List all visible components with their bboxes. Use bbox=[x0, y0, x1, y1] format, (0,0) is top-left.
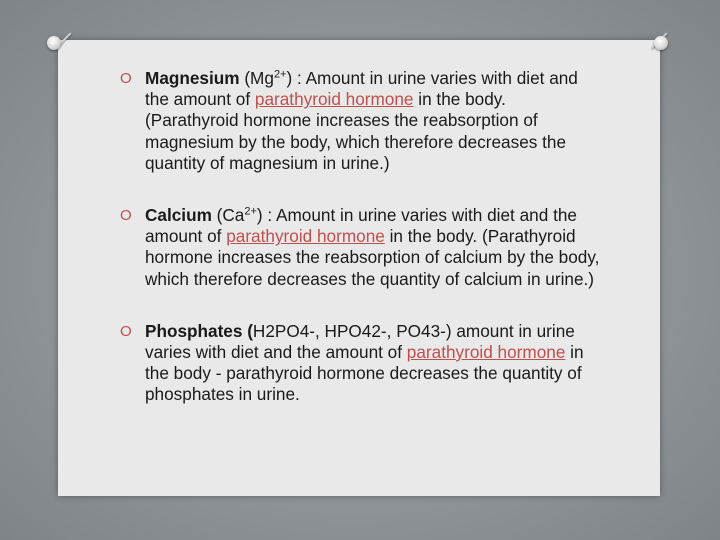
link-parathyroid-hormone[interactable]: parathyroid hormone bbox=[254, 89, 414, 110]
link-parathyroid-hormone[interactable]: parathyroid hormone bbox=[226, 226, 385, 247]
symbol-calcium: (Ca bbox=[211, 205, 245, 226]
bullet-marker-icon: O bbox=[120, 322, 132, 340]
bullet-calcium bbox=[120, 205, 600, 290]
text-phosphates-after: in the body - parathyroid hormone decreases the quantity of phosphates in urine. bbox=[145, 342, 584, 405]
bullet-phosphates bbox=[120, 321, 600, 406]
text-phosphates-before: H2PO4-, HPO42-, PO43-) amount in urine varies with diet and the amount of bbox=[145, 320, 575, 363]
bullet-marker-icon: O bbox=[120, 70, 132, 87]
bullet-list bbox=[120, 68, 600, 406]
bullet-magnesium bbox=[120, 68, 600, 174]
symbol-magnesium: (Mg bbox=[239, 68, 274, 88]
term-calcium: Calcium bbox=[145, 205, 212, 226]
link-parathyroid-hormone[interactable]: parathyroid hormone bbox=[406, 342, 566, 363]
text-calcium-before: ) : Amount in urine varies with diet and the amount of bbox=[145, 205, 577, 247]
text-magnesium-after: in the body. (Parathyroid hormone increases the reabsorption of magnesium by the body, which therefore decreases the quantity of magnesium in urine.) bbox=[145, 89, 567, 173]
bullet-marker-icon: O bbox=[120, 207, 132, 225]
term-phosphates: Phosphates ( bbox=[145, 320, 253, 341]
term-magnesium: Magnesium bbox=[145, 68, 240, 88]
text-magnesium-before: ) : Amount in urine varies with diet and the amount of bbox=[145, 68, 578, 110]
pushpin-left-icon bbox=[47, 36, 61, 50]
charge-magnesium: 2+ bbox=[273, 68, 287, 81]
text-calcium-after: in the body. (Parathyroid hormone increases the reabsorption of calcium by the body, which therefore decreases the quantity of calcium in urine.) bbox=[145, 226, 600, 289]
charge-calcium: 2+ bbox=[244, 205, 257, 218]
pushpin-right-icon bbox=[654, 36, 668, 50]
